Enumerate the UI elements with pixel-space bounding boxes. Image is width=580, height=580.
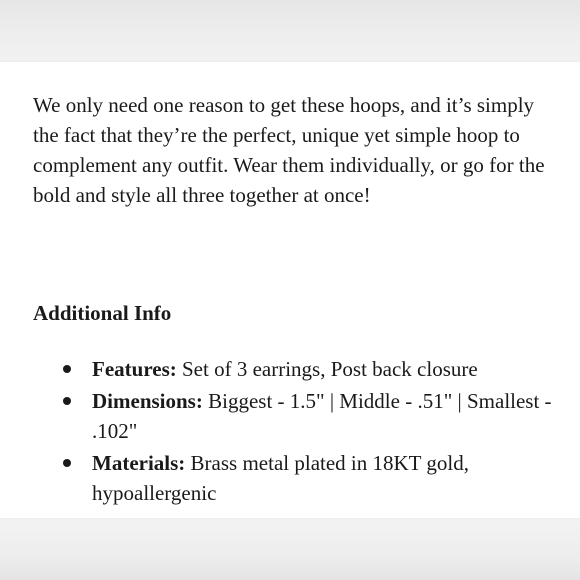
- info-label: Dimensions:: [92, 389, 203, 413]
- info-text: Biggest - 1.5" | Middle - .51" | Smallest - .102": [92, 389, 552, 443]
- info-label: Features:: [92, 357, 177, 381]
- info-item-materials: [33, 448, 553, 508]
- product-description: We only need one reason to get these hoops, and it’s simply the fact that they’re the perfect, unique yet simple hoop to complement any outfit. Wear them individually, or go for the bold and style all three together at once!: [33, 93, 545, 207]
- info-item-dimensions: [33, 386, 553, 446]
- info-item-features: [33, 354, 553, 384]
- info-text: Set of 3 earrings, Post back closure: [176, 357, 478, 381]
- bullet-icon: [63, 459, 71, 467]
- info-label: Materials:: [92, 451, 186, 475]
- bullet-icon: [63, 365, 71, 373]
- bullet-icon: [63, 397, 71, 405]
- info-text: Brass metal plated in 18KT gold, hypoallergenic: [92, 451, 469, 505]
- additional-info-heading: Additional Info: [33, 301, 172, 325]
- additional-info-list: [33, 354, 553, 510]
